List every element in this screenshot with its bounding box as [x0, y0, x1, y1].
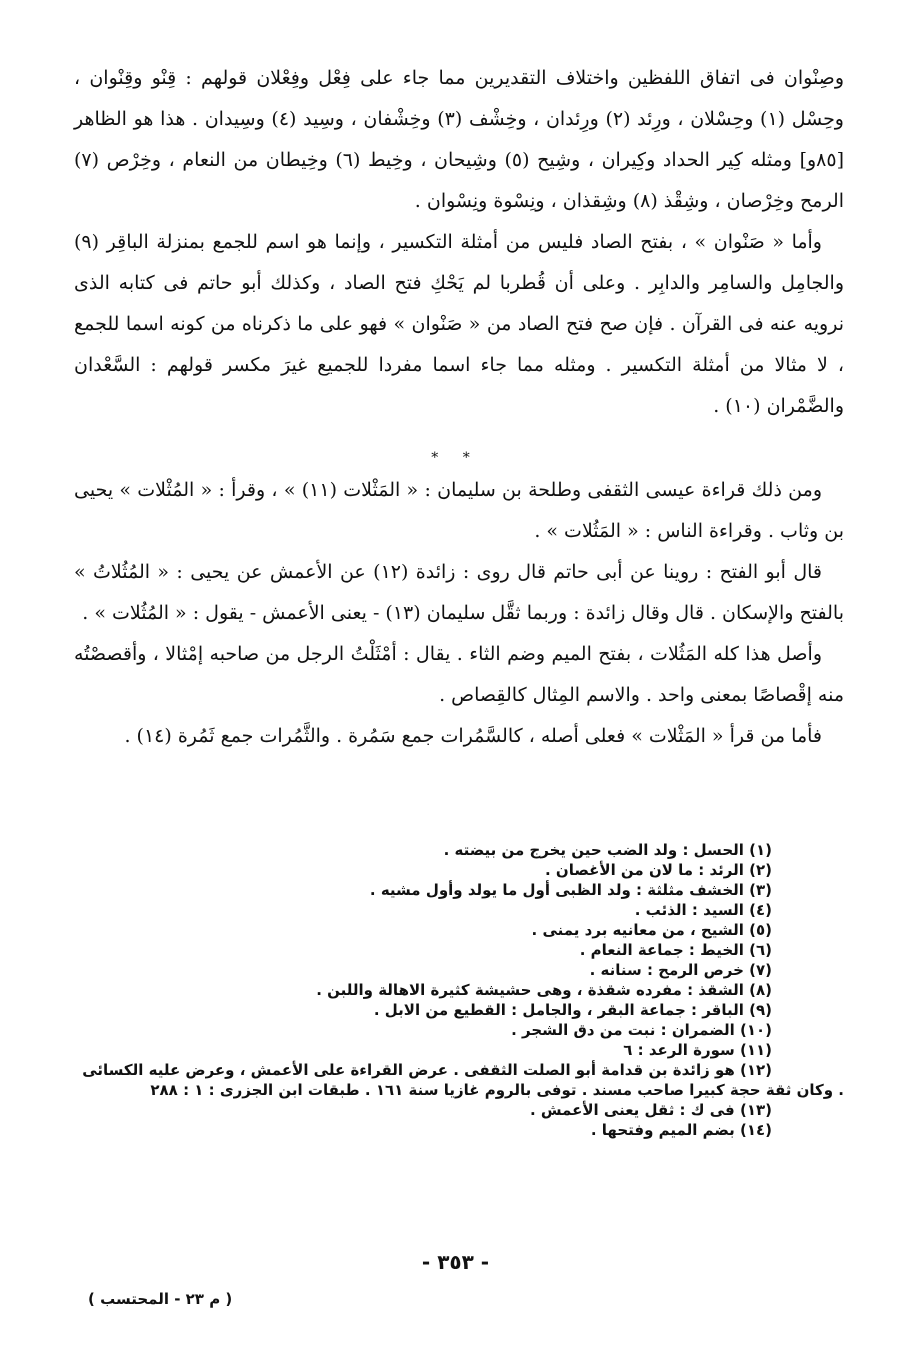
- footnotes: [74, 840, 844, 1140]
- paragraph: وصِنْوان فى اتفاق اللفظين واختلاف التقديرين مما جاء على فِعْل وفِعْلان قولهم : قِنْو وقِنْوان ، وحِسْل (١) وحِسْلان ، ورِئد (٢) ورِئدان ، وخِشْف (٣) وخِشْفان ، وسِيد (٤) وسِيدان . هذا هو الظاهر [٨٥و] ومثله كِير الحداد وكِيران ، وشِيح (٥) وشِيحان ، وخِيط (٦) وخِيطان من النعام ، وخِرْص (٧) الرمح وخِرْصان ، وشِقْذ (٨) وشِقذان ، ونِسْوة ونِسْوان .: [74, 67, 845, 212]
- footnote: (٨) الشقذ : مفرده شقذة ، وهى حشيشة كثيرة الاهالة واللبن .: [316, 981, 772, 999]
- footnote: (٩) الباقر : جماعة البقر ، والجامل : القطيع من الابل .: [373, 1001, 772, 1019]
- paragraph: وأصل هذا كله المَثُلات ، بفتح الميم وضم الثاء . يقال : أمْثَلْتُ الرجل من صاحبه إمْثالا ، وأقصصْتُه منه إقْصاصًا بمعنى واحد . والاسم المِثال كالقِصاص .: [74, 643, 844, 706]
- footnote: (١) الحسل : ولد الضب حين يخرج من بيضته .: [443, 841, 772, 859]
- footnote: (٦) الخيط : جماعة النعام .: [579, 941, 772, 959]
- footnote: (٥) الشيح ، من معانيه برد يمنى .: [531, 921, 772, 939]
- paragraph: قال أبو الفتح : روينا عن أبى حاتم قال روى : زائدة (١٢) عن الأعمش عن يحيى : « المُثُلاتُ » بالفتح والإسكان . قال وقال زائدة : وربما ثقَّل سليمان (١٣) - يعنى الأعمش - يقول : « المُثُلات » .: [74, 561, 844, 624]
- footnote: (١٤) بضم الميم وفتحها .: [590, 1121, 772, 1139]
- paragraph: وأما « صَنْوان » ، بفتح الصاد فليس من أمثلة التكسير ، وإنما هو اسم للجمع بمنزلة الباقِر (٩) والجامِل والسامِر والدابِر . وعلى أن قُطربا لم يَحْكِ فتح الصاد ، وكذلك أبو حاتم فى كتابه الذى نرويه عنه فى القرآن . فإن صح فتح الصاد من « صَنْوان » فهو على ما ذكرناه من كونه اسما للجمع ، لا مثالا من أمثلة التكسير . ومثله مما جاء اسما مفردا للجميع غيرَ مكسر قولهم : السَّعْدان والضَّمْران (١٠) .: [74, 231, 844, 417]
- footnote: (١٣) فى ك : ثقل يعنى الأعمش .: [529, 1101, 772, 1119]
- footnote: (١٠) الضمران : نبت من دق الشجر .: [511, 1021, 772, 1039]
- footnote: (٢) الرئد : ما لان من الأغصان .: [545, 861, 772, 879]
- footnote: (٤) السيد : الذئب .: [634, 901, 772, 919]
- paragraph: فأما من قرأ « المَثْلات » فعلى أصله ، كالسَّمُرات جمع سَمُرة . والثَّمُرات جمع ثَمُرة (١٤) .: [124, 725, 822, 747]
- main-text-section-2: [74, 470, 844, 757]
- footnote: (٧) خرص الرمح : سنانه .: [589, 961, 772, 979]
- section-separator: * *: [431, 450, 480, 466]
- footnote: (١٢) هو زائدة بن قدامة أبو الصلت الثقفى . عرض القراءة على الأعمش ، وعرض عليه الكسائى . وكان ثقة حجة كبيرا صاحب مسند . توفى بالروم غازيا سنة ١٦١ . طبقات ابن الجزرى : ١ : ٢٨٨: [82, 1061, 844, 1099]
- footnote: (١١) سورة الرعد : ٦: [623, 1041, 772, 1059]
- printer-signature: ( م ٢٣ - المحتسب ): [88, 1290, 233, 1308]
- page-number: - ٣٥٣ -: [421, 1250, 490, 1274]
- paragraph: ومن ذلك قراءة عيسى الثقفى وطلحة بن سليمان : « المَثْلات (١١) » ، وقرأ : « المُثْلات » يحيى بن وثاب . وقراءة الناس : « المَثُلات » .: [74, 479, 844, 542]
- main-text-section-1: [74, 58, 844, 427]
- footnote: (٣) الخشف مثلثة : ولد الظبى أول ما يولد وأول مشيه .: [369, 881, 772, 899]
